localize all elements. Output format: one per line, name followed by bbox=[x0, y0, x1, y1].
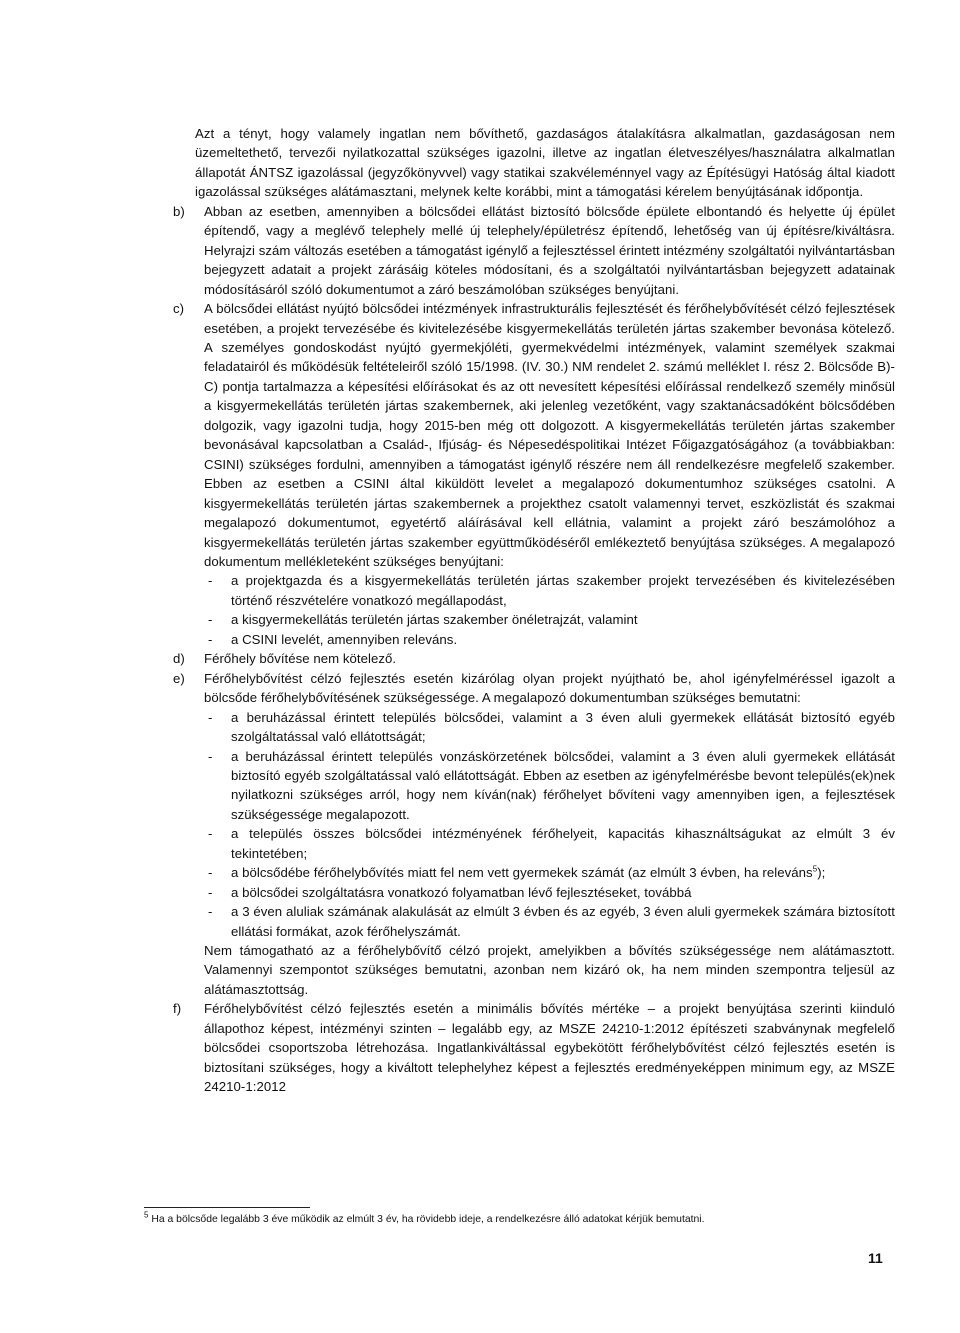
bullet-text: a település összes bölcsődei intézményének férőhelyeit, kapacitás kihasználtságukat az elmúlt 3 év tekintetében; bbox=[231, 826, 895, 861]
item-letter-f: f) bbox=[173, 1001, 182, 1017]
item-e-text: Férőhelybővítést célzó fejlesztés esetén kizárólag olyan projekt nyújtható be, ahol igényfelméréssel igazolt a bölcsőde férőhelybővítésének szükségessége. A megalapozó dokumentumban szükséges bemutatni: bbox=[204, 670, 895, 706]
bullet-text: a projektgazda és a kisgyermekellátás területén jártas szakember projekt tervezésében és kivitelezésében történő részvételére vonatkozó megállapodást, bbox=[231, 573, 895, 608]
footnote-text: Ha a bölcsőde legalább 3 éve működik az elmúlt 3 év, ha rövidebb ideje, a rendelkezésre álló adatokat kérjük bemutatni. bbox=[151, 1214, 705, 1225]
bullet-item bbox=[204, 571, 895, 610]
bullet-text: a 3 éven aluliak számának alakulását az elmúlt 3 évben és az egyéb, 3 éven aluli gyermekek számára biztosított ellátási formákat, azok férőhelyszámát. bbox=[231, 904, 895, 939]
item-letter-b: b) bbox=[173, 203, 185, 219]
dash-bullet-icon: - bbox=[208, 884, 213, 900]
item-f-text: Férőhelybővítést célzó fejlesztés esetén a minimális bővítés mértéke – a projekt benyújtása szerinti kiinduló állapothoz képest, intézményi szinten – legalább egy, az MSZE 24210-1:2012 építészeti szabványnak megfelelő bölcsődei csoportszoba létrehozása. Ingatlankiváltással egybekötött férőhelybővítést célzó fejlesztés esetén is biztosítani szükséges, hogy a kiváltott telephelyhez képest a fejlesztés eredményeképpen minimum egy, az MSZE 24210-1:2012 bbox=[204, 1001, 895, 1095]
bullet-item bbox=[204, 708, 895, 747]
footnote bbox=[144, 1210, 884, 1227]
dash-bullet-icon: - bbox=[208, 631, 213, 647]
page-number: 11 bbox=[868, 1250, 883, 1266]
dash-bullet-icon: - bbox=[208, 612, 213, 628]
item-d-text: Férőhely bővítése nem kötelező. bbox=[204, 651, 397, 667]
item-b-text: Abban az esetben, amennyiben a bölcsődei ellátást biztosító bölcsőde épülete elbontandó és helyette új épület építendő, vagy a meglévő telephely mellé új telephely/épületrész építendő, lehetőség van új építésre/kiváltásra. Helyrajzi szám változás esetében a támogatást igénylő a fejlesztéssel érintett intézmény szolgáltatói nyilvántartásban bejegyzett adatait a projekt zárásáig köteles módosítani, és a szolgáltatói nyilvántartásban bejegyzett adatainak módosításáról szóló dokumentumot a záró beszámolóban szükséges benyújtani. bbox=[204, 203, 895, 297]
bullet-text: a kisgyermekellátás területén jártas szakember önéletrajzát, valamint bbox=[231, 612, 638, 628]
bullet-item bbox=[204, 824, 895, 863]
bullet-text: a beruházással érintett település vonzáskörzetének bölcsődei, valamint a 3 éven aluli gyermekek ellátását biztosító egyéb szolgáltatással való ellátottságát. Ebben az esetben az igényfelmérésbe bevont település(ek)nek nyilatkozni szükséges arról, hogy nem kíván(nak) férőhelyet bővíteni vagy amennyiben igen, a fejlesztések szükségessége megalapozott. bbox=[231, 748, 895, 822]
dash-bullet-icon: - bbox=[208, 826, 213, 842]
list-item-e bbox=[173, 669, 895, 1000]
item-c-bullet-list bbox=[204, 571, 895, 649]
intro-paragraph bbox=[193, 124, 895, 202]
bullet-text: a beruházással érintett település bölcsődei, valamint a 3 éven aluli gyermekek ellátását biztosító egyéb szolgáltatással való ellátottságát; bbox=[231, 709, 895, 745]
item-letter-d: d) bbox=[173, 651, 185, 667]
dash-bullet-icon: - bbox=[208, 748, 213, 764]
dash-bullet-icon: - bbox=[208, 709, 213, 725]
bullet-text: a bölcsődei szolgáltatásra vonatkozó folyamatban lévő fejlesztéseket, továbbá bbox=[231, 884, 692, 900]
item-letter-c: c) bbox=[173, 301, 185, 317]
footnote-reference: 5 bbox=[812, 864, 818, 874]
bullet-item bbox=[204, 610, 895, 629]
intro-text: Azt a tényt, hogy valamely ingatlan nem bővíthető, gazdaságos átalakításra alkalmatlan, gazdaságosan nem üzemeltethető, tervezői nyilatkozattal szükséges igazolni, illetve az ingatlan életveszélyes/használatra alkalmatlan állapotát ÁNTSZ igazolással (jegyzőkönyvvel) vagy statikai szakvéleménnyel vagy az Építésügyi Hatóság által kiadott igazolással szükséges alátámasztani, melynek kelte korábbi, mint a támogatási kérelem benyújtásának időpontja. bbox=[195, 126, 895, 200]
item-letter-e: e) bbox=[173, 670, 185, 686]
list-item-c bbox=[173, 299, 895, 649]
dash-bullet-icon: - bbox=[208, 904, 213, 920]
bullet-item bbox=[204, 883, 895, 902]
bullet-item bbox=[204, 863, 895, 882]
list-item-d bbox=[173, 649, 895, 668]
dash-bullet-icon: - bbox=[208, 573, 213, 589]
bullet-text: a CSINI levelét, amennyiben releváns. bbox=[231, 631, 458, 647]
list-item-b bbox=[173, 202, 895, 299]
item-e-bullet-list bbox=[204, 708, 895, 941]
bullet-text-tail: ); bbox=[817, 865, 826, 881]
footnote-divider bbox=[144, 1207, 310, 1208]
list-item-f bbox=[173, 999, 895, 1096]
bullet-item bbox=[204, 630, 895, 649]
dash-bullet-icon: - bbox=[208, 865, 213, 881]
body-text bbox=[173, 124, 895, 1097]
item-c-text: A bölcsődei ellátást nyújtó bölcsődei intézmények infrastrukturális fejlesztését és férőhelybővítését célzó fejlesztések esetében, a projekt tervezésébe és kivitelezésébe kisgyermekellátás területén jártas szakember bevonása kötelező. A személyes gondoskodást nyújtó gyermekjóléti, gyermekvédelmi intézmények, valamint személyek szakmai feladatairól és működésük feltételeiről szóló 15/1998. (IV. 30.) NM rendelet 2. számú melléklet I. rész 2. Bölcsőde B)-C) pontja tartalmazza a képesítési előírásokat és az ott nevesített képesítési előírással rendelkező személy minősül a kisgyermekellátás területén jártas szakembernek, aki jelenleg vezetőként, vagy szaktanácsadóként bölcsődében dolgozik, vagy igazolni tudja, hogy 2015-ben még ott dolgozott. A kisgyermekellátás területén jártas szakember bevonásával kapcsolatban a Család-, Ifjúság- és Népesedéspolitikai Intézet Főigazgatóságához (a továbbiakban: CSINI) szükséges fordulni, amennyiben a támogatást igénylő részére nem áll rendelkezésre megfelelő szakember. Ebben az esetben a CSINI által kiküldött levelet a megalapozó dokumentumhoz szükséges csatolni. A kisgyermekellátás területén jártas szakembernek a projekthez csatolt valamennyi tervet, eszközlistát és szakmai megalapozó dokumentumot, egyetértő aláírásával kell ellátnia, valamint a projekt záró beszámolóhoz a kisgyermekellátás területén jártas szakember együttműködéséről emlékeztető benyújtása szükséges. A megalapozó dokumentum mellékleteként szükséges benyújtani: bbox=[204, 301, 895, 569]
item-e-closing-text: Nem támogatható az a férőhelybővítő célzó projekt, amelyikben a bővítés szükségessége nem alátámasztott. Valamennyi szempontot szükséges bemutatni, azonban nem kizáró ok, ha nem minden szempontra teljesül az alátámasztottság. bbox=[204, 943, 895, 997]
bullet-item bbox=[204, 902, 895, 941]
bullet-text: a bölcsődébe férőhelybővítés miatt fel nem vett gyermekek számát (az elmúlt 3 évben, ha releváns bbox=[231, 865, 813, 881]
footnote-number: 5 bbox=[144, 1210, 149, 1220]
bullet-item bbox=[204, 747, 895, 825]
